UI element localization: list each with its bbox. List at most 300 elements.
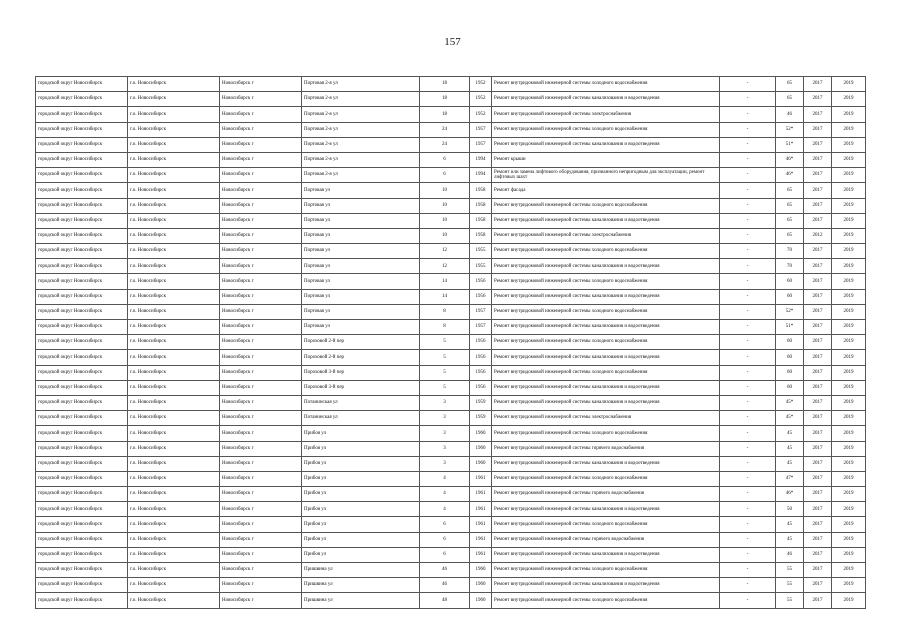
placeholder-cell: - (720, 411, 776, 426)
table-row (36, 487, 866, 502)
end-year-cell: 2019 (832, 77, 866, 92)
house-number-cell: 6 (420, 152, 470, 167)
start-year-cell: 2017 (804, 441, 832, 456)
street-cell: Пороховой 3-й пер (302, 380, 420, 395)
work-type-cell: Ремонт внутридомовой инженерной системы горячего водоснабжения (492, 532, 720, 547)
district-cell: городской округ Новосибирск (36, 365, 128, 380)
end-year-cell: 2019 (832, 502, 866, 517)
house-number-cell: 10 (420, 183, 470, 198)
house-number-cell: 5 (420, 365, 470, 380)
city-cell: г.о. Новосибирск (128, 274, 220, 289)
locality-cell: Новосибирск г (220, 244, 302, 259)
start-year-cell: 2017 (804, 274, 832, 289)
locality-cell: Новосибирск г (220, 547, 302, 562)
build-year-cell: 1960 (470, 441, 492, 456)
amount-cell: 65 (776, 92, 804, 107)
work-type-cell: Ремонт внутридомовой инженерной системы холодного водоснабжения (492, 593, 720, 608)
amount-cell: 45 (776, 517, 804, 532)
amount-cell: 65 (776, 77, 804, 92)
build-year-cell: 1961 (470, 487, 492, 502)
end-year-cell: 2019 (832, 380, 866, 395)
city-cell: г.о. Новосибирск (128, 547, 220, 562)
amount-cell: 45 (776, 426, 804, 441)
amount-cell: 55 (776, 578, 804, 593)
amount-cell: 55 (776, 593, 804, 608)
table-row (36, 502, 866, 517)
table-row (36, 532, 866, 547)
work-type-cell: Ремонт внутридомовой инженерной системы канализования и водоотведения (492, 380, 720, 395)
end-year-cell: 2019 (832, 259, 866, 274)
table-body (36, 77, 866, 609)
street-cell: Пришвина ул (302, 563, 420, 578)
city-cell: г.о. Новосибирск (128, 335, 220, 350)
locality-cell: Новосибирск г (220, 411, 302, 426)
work-type-cell: Ремонт внутридомовой инженерной системы холодного водоснабжения (492, 122, 720, 137)
table-row (36, 304, 866, 319)
city-cell: г.о. Новосибирск (128, 289, 220, 304)
house-number-cell: 3 (420, 426, 470, 441)
end-year-cell: 2019 (832, 244, 866, 259)
table-row (36, 456, 866, 471)
street-cell: Потанинская ул (302, 395, 420, 410)
table-row (36, 198, 866, 213)
city-cell: г.о. Новосибирск (128, 244, 220, 259)
build-year-cell: 1960 (470, 593, 492, 608)
amount-cell: 46* (776, 152, 804, 167)
district-cell: городской округ Новосибирск (36, 335, 128, 350)
amount-cell: 50 (776, 502, 804, 517)
district-cell: городской округ Новосибирск (36, 213, 128, 228)
amount-cell: 70 (776, 259, 804, 274)
amount-cell: 45 (776, 456, 804, 471)
house-number-cell: 14 (420, 274, 470, 289)
city-cell: г.о. Новосибирск (128, 259, 220, 274)
build-year-cell: 1994 (470, 152, 492, 167)
table-row (36, 563, 866, 578)
build-year-cell: 1957 (470, 137, 492, 152)
street-cell: Портовая 2-я ул (302, 77, 420, 92)
street-cell: Портовая ул (302, 244, 420, 259)
build-year-cell: 1958 (470, 228, 492, 243)
street-cell: Прибоя ул (302, 547, 420, 562)
build-year-cell: 1959 (470, 411, 492, 426)
amount-cell: 46* (776, 487, 804, 502)
build-year-cell: 1956 (470, 380, 492, 395)
street-cell: Пороховой 3-й пер (302, 365, 420, 380)
city-cell: г.о. Новосибирск (128, 517, 220, 532)
district-cell: городской округ Новосибирск (36, 517, 128, 532)
work-type-cell: Ремонт внутридомовой инженерной системы электроснабжения (492, 411, 720, 426)
house-number-cell: 3 (420, 456, 470, 471)
house-number-cell: 3 (420, 411, 470, 426)
city-cell: г.о. Новосибирск (128, 593, 220, 608)
work-type-cell: Ремонт внутридомовой инженерной системы канализования и водоотведения (492, 350, 720, 365)
start-year-cell: 2012 (804, 228, 832, 243)
work-type-cell: Ремонт внутридомовой инженерной системы канализования и водоотведения (492, 547, 720, 562)
district-cell: городской округ Новосибирск (36, 380, 128, 395)
table-row (36, 289, 866, 304)
city-cell: г.о. Новосибирск (128, 122, 220, 137)
street-cell: Прибоя ул (302, 487, 420, 502)
street-cell: Портовая ул (302, 320, 420, 335)
build-year-cell: 1961 (470, 471, 492, 486)
table-row (36, 426, 866, 441)
amount-cell: 65 (776, 183, 804, 198)
end-year-cell: 2019 (832, 365, 866, 380)
locality-cell: Новосибирск г (220, 395, 302, 410)
table-row (36, 350, 866, 365)
start-year-cell: 2017 (804, 411, 832, 426)
house-number-cell: 46 (420, 578, 470, 593)
table-row (36, 274, 866, 289)
street-cell: Портовая 2-я ул (302, 152, 420, 167)
district-cell: городской округ Новосибирск (36, 122, 128, 137)
district-cell: городской округ Новосибирск (36, 228, 128, 243)
city-cell: г.о. Новосибирск (128, 152, 220, 167)
start-year-cell: 2017 (804, 107, 832, 122)
locality-cell: Новосибирск г (220, 441, 302, 456)
start-year-cell: 2017 (804, 593, 832, 608)
amount-cell: 51* (776, 137, 804, 152)
district-cell: городской округ Новосибирск (36, 183, 128, 198)
end-year-cell: 2019 (832, 532, 866, 547)
house-number-cell: 12 (420, 244, 470, 259)
placeholder-cell: - (720, 183, 776, 198)
work-type-cell: Ремонт внутридомовой инженерной системы горячего водоснабжения (492, 487, 720, 502)
locality-cell: Новосибирск г (220, 228, 302, 243)
street-cell: Портовая ул (302, 198, 420, 213)
build-year-cell: 1960 (470, 426, 492, 441)
district-cell: городской округ Новосибирск (36, 244, 128, 259)
street-cell: Пороховой 2-й пер (302, 335, 420, 350)
locality-cell: Новосибирск г (220, 289, 302, 304)
placeholder-cell: - (720, 395, 776, 410)
table-row (36, 578, 866, 593)
locality-cell: Новосибирск г (220, 578, 302, 593)
build-year-cell: 1956 (470, 335, 492, 350)
house-number-cell: 4 (420, 471, 470, 486)
street-cell: Портовая 2-я ул (302, 137, 420, 152)
amount-cell: 60 (776, 350, 804, 365)
end-year-cell: 2019 (832, 137, 866, 152)
placeholder-cell: - (720, 168, 776, 183)
build-year-cell: 1961 (470, 532, 492, 547)
district-cell: городской округ Новосибирск (36, 259, 128, 274)
house-number-cell: 6 (420, 168, 470, 183)
district-cell: городской округ Новосибирск (36, 289, 128, 304)
build-year-cell: 1994 (470, 168, 492, 183)
work-type-cell: Ремонт внутридомовой инженерной системы холодного водоснабжения (492, 198, 720, 213)
end-year-cell: 2019 (832, 122, 866, 137)
table-row (36, 122, 866, 137)
locality-cell: Новосибирск г (220, 426, 302, 441)
locality-cell: Новосибирск г (220, 274, 302, 289)
work-type-cell: Ремонт внутридомовой инженерной системы холодного водоснабжения (492, 274, 720, 289)
house-number-cell: 5 (420, 335, 470, 350)
house-number-cell: 18 (420, 77, 470, 92)
start-year-cell: 2017 (804, 532, 832, 547)
amount-cell: 70 (776, 244, 804, 259)
work-type-cell: Ремонт внутридомовой инженерной системы канализования и водоотведения (492, 213, 720, 228)
work-type-cell: Ремонт внутридомовой инженерной системы холодного водоснабжения (492, 244, 720, 259)
work-type-cell: Ремонт внутридомовой инженерной системы холодного водоснабжения (492, 563, 720, 578)
start-year-cell: 2017 (804, 152, 832, 167)
end-year-cell: 2019 (832, 92, 866, 107)
street-cell: Потанинская ул (302, 411, 420, 426)
placeholder-cell: - (720, 152, 776, 167)
table-row (36, 335, 866, 350)
locality-cell: Новосибирск г (220, 168, 302, 183)
street-cell: Прибоя ул (302, 532, 420, 547)
amount-cell: 52* (776, 122, 804, 137)
city-cell: г.о. Новосибирск (128, 77, 220, 92)
work-type-cell: Ремонт внутридомовой инженерной системы горячего водоснабжения (492, 441, 720, 456)
placeholder-cell: - (720, 335, 776, 350)
amount-cell: 46 (776, 107, 804, 122)
end-year-cell: 2019 (832, 320, 866, 335)
amount-cell: 46 (776, 547, 804, 562)
amount-cell: 60 (776, 289, 804, 304)
city-cell: г.о. Новосибирск (128, 168, 220, 183)
placeholder-cell: - (720, 456, 776, 471)
placeholder-cell: - (720, 122, 776, 137)
table-row (36, 168, 866, 183)
locality-cell: Новосибирск г (220, 77, 302, 92)
city-cell: г.о. Новосибирск (128, 456, 220, 471)
start-year-cell: 2017 (804, 456, 832, 471)
street-cell: Прибоя ул (302, 441, 420, 456)
table-row (36, 547, 866, 562)
build-year-cell: 1957 (470, 320, 492, 335)
start-year-cell: 2017 (804, 168, 832, 183)
placeholder-cell: - (720, 92, 776, 107)
locality-cell: Новосибирск г (220, 365, 302, 380)
table-row (36, 228, 866, 243)
placeholder-cell: - (720, 304, 776, 319)
house-number-cell: 18 (420, 107, 470, 122)
end-year-cell: 2019 (832, 426, 866, 441)
street-cell: Прибоя ул (302, 502, 420, 517)
city-cell: г.о. Новосибирск (128, 441, 220, 456)
city-cell: г.о. Новосибирск (128, 198, 220, 213)
amount-cell: 60 (776, 335, 804, 350)
work-type-cell: Ремонт внутридомовой инженерной системы канализования и водоотведения (492, 92, 720, 107)
placeholder-cell: - (720, 380, 776, 395)
district-cell: городской округ Новосибирск (36, 502, 128, 517)
end-year-cell: 2019 (832, 563, 866, 578)
locality-cell: Новосибирск г (220, 152, 302, 167)
city-cell: г.о. Новосибирск (128, 426, 220, 441)
end-year-cell: 2019 (832, 487, 866, 502)
start-year-cell: 2017 (804, 563, 832, 578)
placeholder-cell: - (720, 593, 776, 608)
amount-cell: 45* (776, 395, 804, 410)
work-type-cell: Ремонт внутридомовой инженерной системы электроснабжения (492, 107, 720, 122)
house-number-cell: 6 (420, 532, 470, 547)
placeholder-cell: - (720, 107, 776, 122)
locality-cell: Новосибирск г (220, 517, 302, 532)
amount-cell: 47* (776, 471, 804, 486)
placeholder-cell: - (720, 563, 776, 578)
house-number-cell: 10 (420, 198, 470, 213)
end-year-cell: 2019 (832, 411, 866, 426)
placeholder-cell: - (720, 320, 776, 335)
work-type-cell: Ремонт внутридомовой инженерной системы холодного водоснабжения (492, 304, 720, 319)
street-cell: Портовая 2-я ул (302, 92, 420, 107)
end-year-cell: 2019 (832, 593, 866, 608)
work-type-cell: Ремонт внутридомовой инженерной системы канализования и водоотведения (492, 320, 720, 335)
city-cell: г.о. Новосибирск (128, 563, 220, 578)
district-cell: городской округ Новосибирск (36, 137, 128, 152)
placeholder-cell: - (720, 259, 776, 274)
district-cell: городской округ Новосибирск (36, 593, 128, 608)
house-number-cell: 12 (420, 259, 470, 274)
placeholder-cell: - (720, 244, 776, 259)
locality-cell: Новосибирск г (220, 593, 302, 608)
table-row (36, 92, 866, 107)
repair-schedule-table (35, 76, 866, 609)
build-year-cell: 1960 (470, 563, 492, 578)
locality-cell: Новосибирск г (220, 137, 302, 152)
table-row (36, 137, 866, 152)
placeholder-cell: - (720, 487, 776, 502)
build-year-cell: 1956 (470, 289, 492, 304)
work-type-cell: Ремонт внутридомовой инженерной системы холодного водоснабжения (492, 335, 720, 350)
start-year-cell: 2017 (804, 487, 832, 502)
start-year-cell: 2017 (804, 304, 832, 319)
placeholder-cell: - (720, 426, 776, 441)
work-type-cell: Ремонт внутридомовой инженерной системы холодного водоснабжения (492, 365, 720, 380)
build-year-cell: 1957 (470, 304, 492, 319)
amount-cell: 65 (776, 228, 804, 243)
city-cell: г.о. Новосибирск (128, 365, 220, 380)
build-year-cell: 1956 (470, 274, 492, 289)
city-cell: г.о. Новосибирск (128, 213, 220, 228)
end-year-cell: 2019 (832, 471, 866, 486)
start-year-cell: 2017 (804, 213, 832, 228)
placeholder-cell: - (720, 471, 776, 486)
start-year-cell: 2017 (804, 426, 832, 441)
district-cell: городской округ Новосибирск (36, 168, 128, 183)
table-row (36, 441, 866, 456)
amount-cell: 45 (776, 441, 804, 456)
work-type-cell: Ремонт внутридомовой инженерной системы холодного водоснабжения (492, 517, 720, 532)
street-cell: Пришвина ул (302, 578, 420, 593)
start-year-cell: 2017 (804, 259, 832, 274)
city-cell: г.о. Новосибирск (128, 304, 220, 319)
placeholder-cell: - (720, 578, 776, 593)
start-year-cell: 2017 (804, 77, 832, 92)
city-cell: г.о. Новосибирск (128, 320, 220, 335)
start-year-cell: 2017 (804, 335, 832, 350)
house-number-cell: 3 (420, 395, 470, 410)
house-number-cell: 10 (420, 213, 470, 228)
work-type-cell: Ремонт или замена лифтового оборудования, признанного непригодным для эксплуатации, ремонт лифтовых шахт (492, 168, 720, 183)
district-cell: городской округ Новосибирск (36, 107, 128, 122)
street-cell: Пороховой 2-й пер (302, 350, 420, 365)
start-year-cell: 2017 (804, 380, 832, 395)
amount-cell: 65 (776, 213, 804, 228)
end-year-cell: 2019 (832, 441, 866, 456)
end-year-cell: 2019 (832, 304, 866, 319)
house-number-cell: 8 (420, 320, 470, 335)
district-cell: городской округ Новосибирск (36, 274, 128, 289)
street-cell: Прибоя ул (302, 517, 420, 532)
house-number-cell: 5 (420, 350, 470, 365)
work-type-cell: Ремонт внутридомовой инженерной системы канализования и водоотведения (492, 137, 720, 152)
end-year-cell: 2019 (832, 168, 866, 183)
table-row (36, 320, 866, 335)
work-type-cell: Ремонт внутридомовой инженерной системы канализования и водоотведения (492, 395, 720, 410)
locality-cell: Новосибирск г (220, 304, 302, 319)
district-cell: городской округ Новосибирск (36, 304, 128, 319)
placeholder-cell: - (720, 228, 776, 243)
amount-cell: 60 (776, 380, 804, 395)
amount-cell: 46* (776, 168, 804, 183)
district-cell: городской округ Новосибирск (36, 532, 128, 547)
table-row (36, 213, 866, 228)
locality-cell: Новосибирск г (220, 122, 302, 137)
amount-cell: 45 (776, 532, 804, 547)
city-cell: г.о. Новосибирск (128, 411, 220, 426)
work-type-cell: Ремонт внутридомовой инженерной системы канализования и водоотведения (492, 502, 720, 517)
house-number-cell: 3 (420, 441, 470, 456)
start-year-cell: 2017 (804, 350, 832, 365)
locality-cell: Новосибирск г (220, 350, 302, 365)
amount-cell: 60 (776, 365, 804, 380)
work-type-cell: Ремонт внутридомовой инженерной системы холодного водоснабжения (492, 471, 720, 486)
locality-cell: Новосибирск г (220, 213, 302, 228)
locality-cell: Новосибирск г (220, 532, 302, 547)
placeholder-cell: - (720, 289, 776, 304)
street-cell: Прибоя ул (302, 471, 420, 486)
locality-cell: Новосибирск г (220, 456, 302, 471)
table-row (36, 244, 866, 259)
work-type-cell: Ремонт внутридомовой инженерной системы канализования и водоотведения (492, 259, 720, 274)
start-year-cell: 2017 (804, 471, 832, 486)
city-cell: г.о. Новосибирск (128, 380, 220, 395)
table-row (36, 395, 866, 410)
work-type-cell: Ремонт крыши (492, 152, 720, 167)
city-cell: г.о. Новосибирск (128, 471, 220, 486)
street-cell: Портовая ул (302, 213, 420, 228)
build-year-cell: 1952 (470, 107, 492, 122)
city-cell: г.о. Новосибирск (128, 183, 220, 198)
start-year-cell: 2017 (804, 578, 832, 593)
build-year-cell: 1957 (470, 122, 492, 137)
city-cell: г.о. Новосибирск (128, 395, 220, 410)
city-cell: г.о. Новосибирск (128, 137, 220, 152)
table-row (36, 411, 866, 426)
end-year-cell: 2019 (832, 274, 866, 289)
locality-cell: Новосибирск г (220, 487, 302, 502)
amount-cell: 55 (776, 563, 804, 578)
build-year-cell: 1961 (470, 547, 492, 562)
table-row (36, 517, 866, 532)
build-year-cell: 1952 (470, 92, 492, 107)
start-year-cell: 2017 (804, 122, 832, 137)
street-cell: Портовая ул (302, 228, 420, 243)
table-row (36, 365, 866, 380)
house-number-cell: 4 (420, 502, 470, 517)
end-year-cell: 2019 (832, 395, 866, 410)
build-year-cell: 1958 (470, 198, 492, 213)
district-cell: городской округ Новосибирск (36, 77, 128, 92)
end-year-cell: 2019 (832, 335, 866, 350)
start-year-cell: 2017 (804, 183, 832, 198)
house-number-cell: 4 (420, 487, 470, 502)
start-year-cell: 2017 (804, 244, 832, 259)
